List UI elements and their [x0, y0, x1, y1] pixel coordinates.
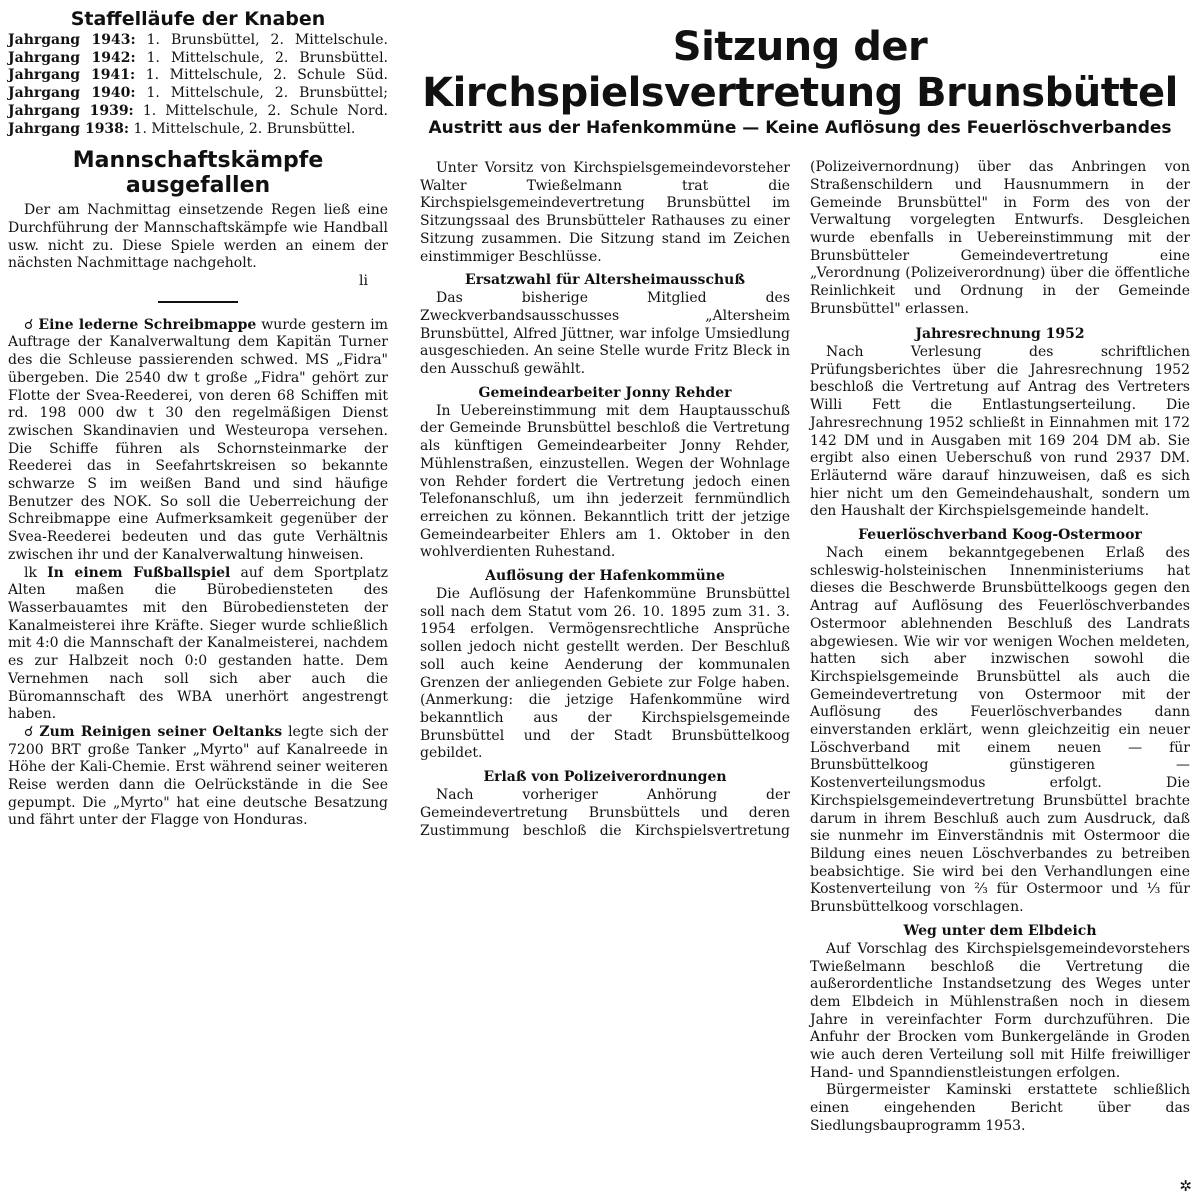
staffel-label: Jahrgang 1943: [8, 32, 136, 48]
section-head-polizeiverordnungen: Erlaß von Polizeiverordnungen [483, 769, 727, 786]
section-body-feuerloeschverband: Nach einem bekanntgegebenen Erlaß des schleswig-holsteinischen Innenministeriums hat dieses die Beschwerde Brunsbüttelkoogs gegen den Antrag auf Auflösung des Feuerlöschverbandes Ostermoor ablehnenden Beschluß des Landrats abgewiesen. Wie wir vor wenigen Wochen meldeten, hatten sich aber inzwischen sowohl die Kirchspielsgemeinde Brunsbüttel als auch die Gemeindevertretung von Ostermoor mit der Auflösung des Feuerlöschverbandes dann einverstanden erklärt, wenn gleichzeitig ein neuer Löschverband mit einem neuen — für Brunsbüttelkoog günstigeren — Kostenverteilungsmodus erfolgt. Die Kirchspielsgemeindevertretung Brunsbüttel brachte darum in ihrem Beschluß auch zum Ausdruck, daß sie nunmehr im Einverständnis mit Ostermoor die Bildung eines neuen Löschverbandes zu betreiben beabsichtige. Sie wird bei den Verhandlungen eine Kostenverteilung von ⅔ für Ostermoor und ⅓ für Brunsbüttelkoog vorschlagen. [810, 545, 1190, 916]
staffel-text: 1. Brunsbüttel, 2. Mittelschule. [135, 32, 388, 48]
staffel-results [8, 32, 388, 138]
staffel-text: 1. Mittelschule, 2. Brunsbüttel; [135, 85, 388, 102]
section-body-polizeiverordnungen: Nach vorheriger Anhörung der Gemeindevertretung Brunsbüttels und deren Zustimmung beschloß die Kirchspielsvertretung [420, 787, 790, 839]
intro-paragraph: Unter Vorsitz von Kirchspielsgemeindevorsteher Walter Twießelmann trat die Kirchspielsgemeindevertretung Brunsbüttel im Sitzungssaal des Brunsbütteler Rathauses zu einer Sitzung zusammen. Die Sitzung stand im Zeichen einstimmiger Beschlüsse. [420, 160, 790, 265]
section-body-hafenkommuene: Die Auflösung der Hafenkommüne Brunsbüttel soll nach dem Statut vom 26. 10. 1895 zum 31. 3. 1954 erfolgen. Vermögensrechtliche Ansprüche sollen jedoch nicht gestellt werden. Der Beschluß soll auch keine Aenderung der kommunalen Grenzen der anliegenden Gebiete zur Folge haben. (Anmerkung: die jetzige Hafenkommüne wird bekanntlich aus der Kirchspielsgemeinde Brunsbüttel und der Stadt Brunsbüttelkoog gebildet. [420, 586, 790, 762]
news-item-lead: Zum Reinigen seiner Oeltanks [39, 723, 283, 740]
section-head-elbdeich: Weg unter dem Elbdeich [903, 922, 1097, 939]
divider-rule [158, 301, 238, 303]
section-head-altersheim: Ersatzwahl für Altersheimausschuß [465, 272, 745, 289]
staffel-label: Jahrgang 1942: [8, 49, 136, 66]
section-body-bericht: Bürgermeister Kaminski erstattete schließlich einen eingehenden Bericht über das Siedlungsbauprogramm 1953. [810, 1082, 1190, 1134]
news-item-text: wurde gestern im Auftrage der Kanalverwaltung dem Kapitän Turner des die Schleuse passierenden schwed. MS „Fidra" übergeben. Die 2540 dw t große „Fidra" gehört zur Flotte der Svea-Reederei, von deren 68 Schiffen mit rd. 198 000 dw t 30 den regelmäßigen Dienst zwischen Skandinavien und Westeuropa versehen. Die Schiffe führen als Schornsteinmarke der Reederei das in Seefahrtskreisen so bekannte schwarze S im weißen Band und sind häufige Benutzer des NOK. So soll die Ueberreichung der Schreibmappe eine Aufmerksamkeit gegenüber der Svea-Reederei bedeuten und das gute Verhältnis zwischen ihr und der Kanalverwaltung hinweisen. [8, 316, 389, 563]
ring-icon: ☌ [24, 316, 34, 333]
staffel-text: 1. Mittelschule, 2. Brunsbüttel. [129, 120, 356, 137]
news-item-lead: In einem Fußballspiel [47, 564, 231, 581]
continued-text: (Polizeivernordnung) über das Anbringen von Straßenschildern und Hausnummern in der Gemeinde Brunsbüttel" in Form des von der Verwaltung vorgelegten Entwurfs. Desgleichen wurde ebenfalls in Uebereinstimmung mit der Brunsbütteler Gemeindevertretung eine „Verordnung (Polizeiverordnung) über die öffentliche Reinlichkeit und Ordnung in der Gemeinde Brunsbüttel" erlassen. [810, 160, 1190, 317]
section-head-hafenkommuene: Auflösung der Hafenkommüne [485, 568, 725, 585]
staffel-label: Jahrgang 1941: [8, 67, 136, 84]
main-headline [410, 24, 1190, 116]
staffel-text: 1. Mittelschule, 2. Brunsbüttel. [135, 49, 388, 66]
right-column [810, 160, 1190, 1136]
section-body-altersheim: Das bisherige Mitglied des Zweckverbandsausschusses „Altersheim Brunsbüttel, Alfred Jüttner, war infolge Umsiedlung ausgeschieden. An seine Stelle wurde Fritz Bleck in den Ausschuß gewählt. [420, 290, 790, 378]
mannschaft-signature: li [359, 273, 368, 290]
news-item-lead: Eine lederne Schreibmappe [38, 316, 257, 333]
section-head-jahresrechnung: Jahresrechnung 1952 [915, 326, 1085, 342]
news-item-text: legte sich der 7200 BRT große Tanker „Myrto" auf Kanalreede in Höhe der Kali-Chemie. Erst während seiner weiteren Reise werden dann die Oelrückstände in die See gepumpt. Die „Myrto" hat eine deutsche Besatzung und fährt unter der Flagge von Honduras. [8, 723, 389, 829]
ring-icon: ☌ [24, 723, 34, 740]
news-item-oeltanks [8, 724, 388, 830]
section-body-gemeindearbeiter: In Uebereinstimmung mit dem Hauptausschuß der Gemeinde Brunsbüttel beschloß die Vertretung als künftigen Gemeindearbeiter Jonny Rehder, Mühlenstraßen, einzustellen. Wegen der Wohnlage von Rehder fordert die Vertretung jedoch einen Telefonanschluß, um ihn jederzeit fernmündlich erreichen zu können. Bekanntlich tritt der jetzige Gemeindearbeiter Ehlers am 1. Oktober in den wohlverdienten Ruhestand. [420, 402, 790, 561]
staffel-label: Jahrgang 1940: [8, 85, 136, 102]
section-body-jahresrechnung: Nach Verlesung des schriftlichen Prüfungsberichtes über die Jahresrechnung 1952 beschloß die Vertretung auf Antrag des Vertreters Willi Fett die Entlastungserteilung. Die Jahresrechnung 1952 schließt in Einnahmen mit 172 142 DM und in Ausgaben mit 169 204 DM ab. Sie ergibt also einen Ueberschuß von rund 2937 DM. Erläuternd wäre darauf hinzuweisen, daß es sich hier nicht um den Gemeindehaushalt, sondern um den Haushalt der Kirchspielsgemeinde handelt. [810, 344, 1190, 520]
middle-column [420, 160, 790, 841]
main-subheadline: Austritt aus der Hafenkommüne — Keine Auflösung des Feuerlöschverbandes [428, 118, 1172, 138]
left-column [8, 0, 388, 830]
news-item-schreibmappe [8, 317, 388, 565]
continued-polizeiverordnungen [810, 160, 1190, 320]
section-head-feuerloeschverband: Feuerlöschverband Koog-Ostermoor [858, 527, 1142, 544]
staffel-text: 1. Mittelschule, 2. Schule Nord. [133, 102, 388, 119]
end-mark-icon: ✲ [1179, 1177, 1192, 1195]
mannschaft-body: Der am Nachmittag einsetzende Regen ließ eine Durchführung der Mannschaftskämpfe wie Handball usw. nicht zu. Diese Spiele werden an einem der nächsten Nachmittage nachgeholt. [8, 202, 388, 272]
main-headline-line1: Sitzung der [672, 24, 928, 70]
mannschaft-headline: Mannschaftskämpfe ausgefallen [72, 148, 324, 199]
main-headline-line2: Kirchspielsvertretung Brunsbüttel [422, 70, 1178, 116]
section-body-elbdeich: Auf Vorschlag des Kirchspielsgemeindevorstehers Twießelmann beschloß die Vertretung die außerordentliche Instandsetzung des Weges unter dem Elbdeich in Mühlenstraßen noch in diesem Jahre in vereinfachter Form durchzuführen. Die Anfuhr der Brocken vom Bunkergelände in Groden wie auch deren Verteilung soll mit Hilfe freiwilliger Hand- und Spanndienstleistungen erfolgen. [810, 940, 1190, 1081]
staffel-label: Jahrgang 1938: [8, 120, 130, 137]
section-head-gemeindearbeiter: Gemeindearbeiter Jonny Rehder [478, 384, 732, 401]
staffel-text: 1. Mittelschule, 2. Schule Süd. [135, 67, 388, 84]
staffel-headline: Staffelläufe der Knaben [70, 8, 326, 30]
news-item-text: auf dem Sportplatz Alten maßen die Bürobediensteten des Wasserbauamtes mit den Bürobediensteten der Kanalmeisterei ihre Kräfte. Sieger wurde schließlich mit 4:0 die Mannschaft der Kanalmeisterei, nachdem es zur Halbzeit noch 0:0 gestanden hatte. Dem Vernehmen nach soll sich aber auch die Büromannschaft des WBA unerhört angestrengt haben. [8, 564, 388, 723]
initials-mark: lk [24, 564, 37, 581]
staffel-label: Jahrgang 1939: [8, 102, 134, 119]
news-item-fussball [8, 565, 388, 724]
